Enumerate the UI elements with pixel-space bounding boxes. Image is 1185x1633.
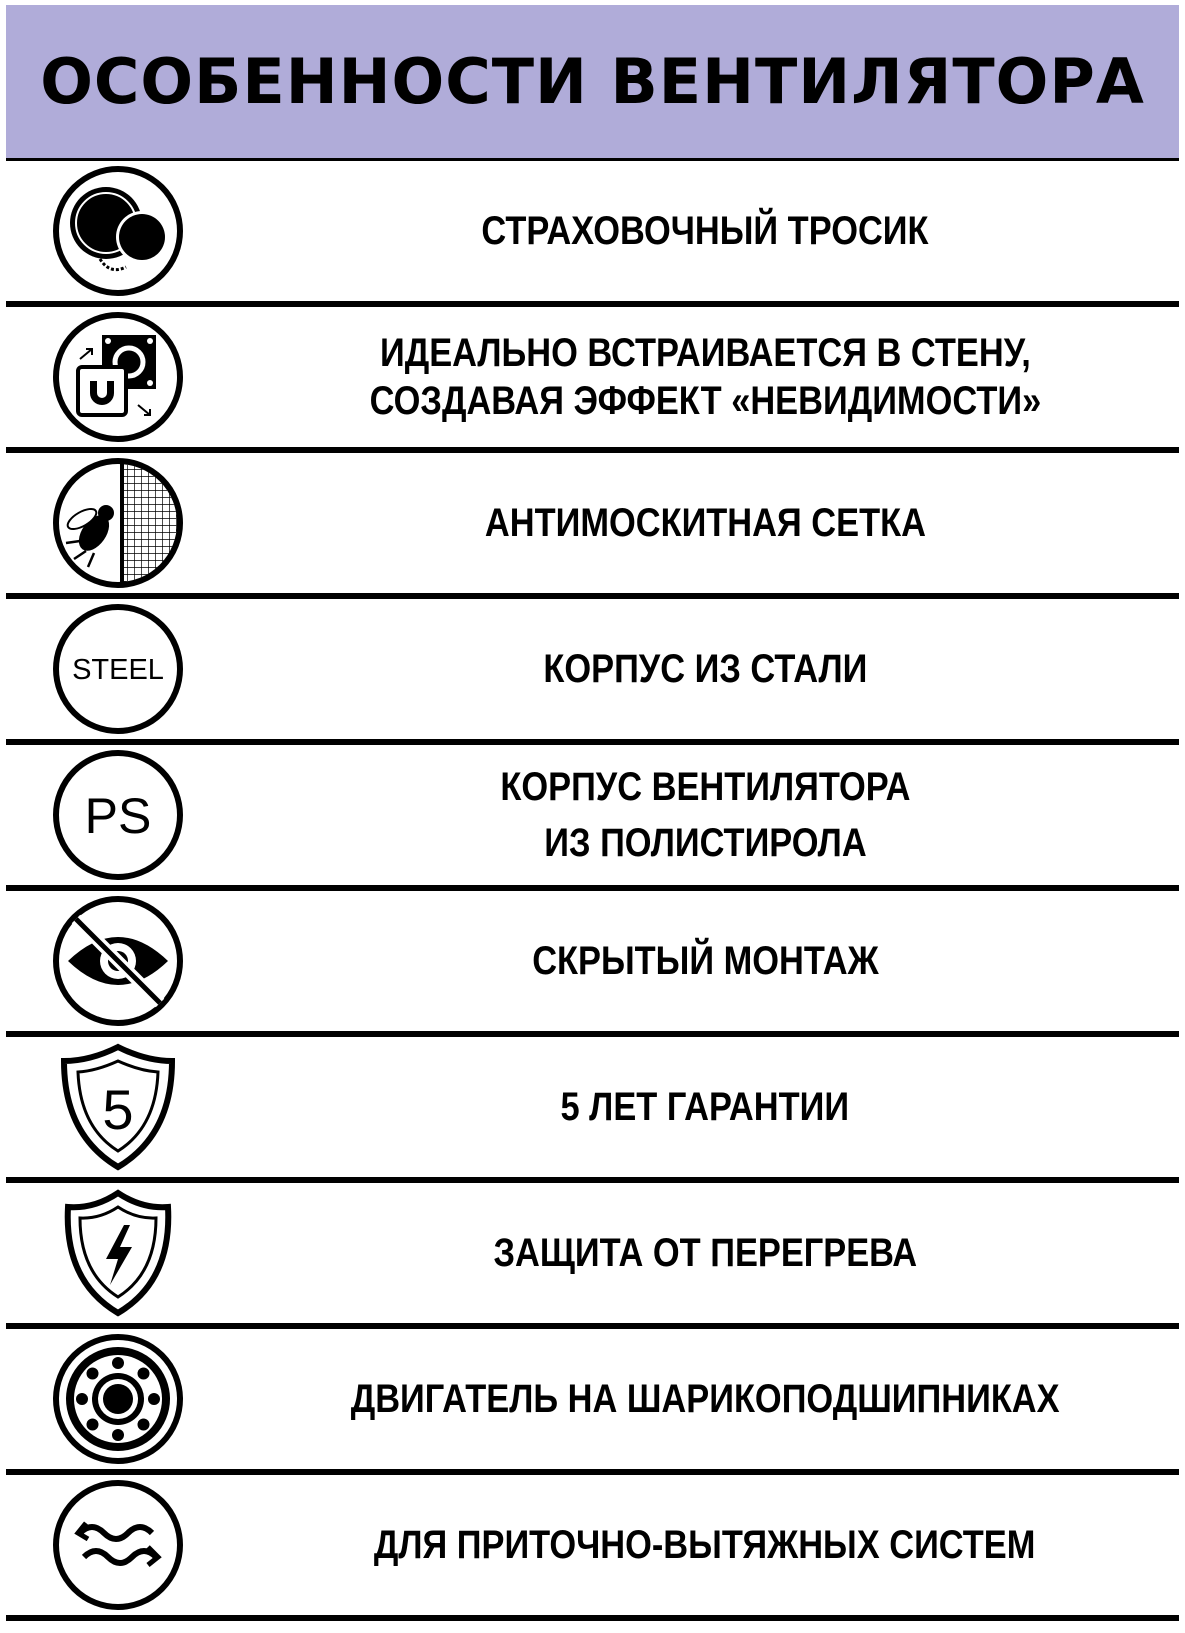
- feature-text: КОРПУС ВЕНТИЛЯТОРА: [499, 765, 911, 809]
- feature-text: КОРПУС ИЗ СТАЛИ: [542, 647, 868, 691]
- feature-text: ДЛЯ ПРИТОЧНО-ВЫТЯЖНЫХ СИСТЕМ: [374, 1523, 1036, 1567]
- steel-icon: [50, 601, 186, 737]
- safety-cable-icon: [50, 163, 186, 299]
- header-banner: [6, 5, 1179, 158]
- ps-icon: [50, 747, 186, 883]
- feature-row-polystyrene: [6, 745, 1179, 891]
- feature-text: СТРАХОВОЧНЫЙ ТРОСИК: [481, 209, 929, 253]
- ps-icon-text: PS: [84, 788, 152, 844]
- lightning-shield-icon: [50, 1185, 186, 1321]
- feature-row-airflow: [6, 1475, 1179, 1621]
- feature-row-warranty: [6, 1037, 1179, 1183]
- feature-text: ИЗ ПОЛИСТИРОЛА: [543, 821, 867, 865]
- mosquito-net-icon: [50, 455, 186, 591]
- feature-text: ИДЕАЛЬНО ВСТРАИВАЕТСЯ В СТЕНУ,: [379, 331, 1031, 375]
- feature-row-safety-cable: [6, 161, 1179, 307]
- feature-label: [231, 745, 1179, 885]
- feature-label: [231, 453, 1179, 593]
- hidden-eye-icon: [50, 893, 186, 1029]
- feature-text: 5 ЛЕТ ГАРАНТИИ: [560, 1085, 850, 1129]
- feature-label: [231, 161, 1179, 301]
- feature-list: [0, 161, 1185, 1621]
- steel-icon-text: STEEL: [72, 654, 164, 686]
- ball-bearing-icon: [50, 1331, 186, 1467]
- feature-text: ДВИГАТЕЛЬ НА ШАРИКОПОДШИПНИКАХ: [350, 1377, 1060, 1421]
- feature-row-overheat: [6, 1183, 1179, 1329]
- feature-row-mosquito-net: [6, 453, 1179, 599]
- feature-row-steel: [6, 599, 1179, 745]
- feature-row-hidden-mount: [6, 891, 1179, 1037]
- feature-label: [231, 1329, 1179, 1469]
- feature-text: СОЗДАВАЯ ЭФФЕКТ «НЕВИДИМОСТИ»: [369, 379, 1041, 423]
- warranty-icon-text: 5: [102, 1078, 134, 1141]
- feature-row-ball-bearing: [6, 1329, 1179, 1475]
- warranty-shield-icon: [50, 1039, 186, 1175]
- feature-text: ЗАЩИТА ОТ ПЕРЕГРЕВА: [493, 1231, 917, 1275]
- airflow-icon: [50, 1477, 186, 1613]
- feature-row-wall-mount: [6, 307, 1179, 453]
- feature-label: [231, 1183, 1179, 1323]
- page-title: ОСОБЕННОСТИ ВЕНТИЛЯТОРА: [40, 45, 1145, 118]
- feature-label: [231, 1037, 1179, 1177]
- feature-text: СКРЫТЫЙ МОНТАЖ: [531, 939, 879, 983]
- feature-label: [231, 891, 1179, 1031]
- feature-label: [231, 307, 1179, 447]
- feature-text: АНТИМОСКИТНАЯ СЕТКА: [484, 501, 926, 545]
- magnet-mount-icon: [50, 309, 186, 445]
- feature-label: [231, 1475, 1179, 1615]
- feature-label: [231, 599, 1179, 739]
